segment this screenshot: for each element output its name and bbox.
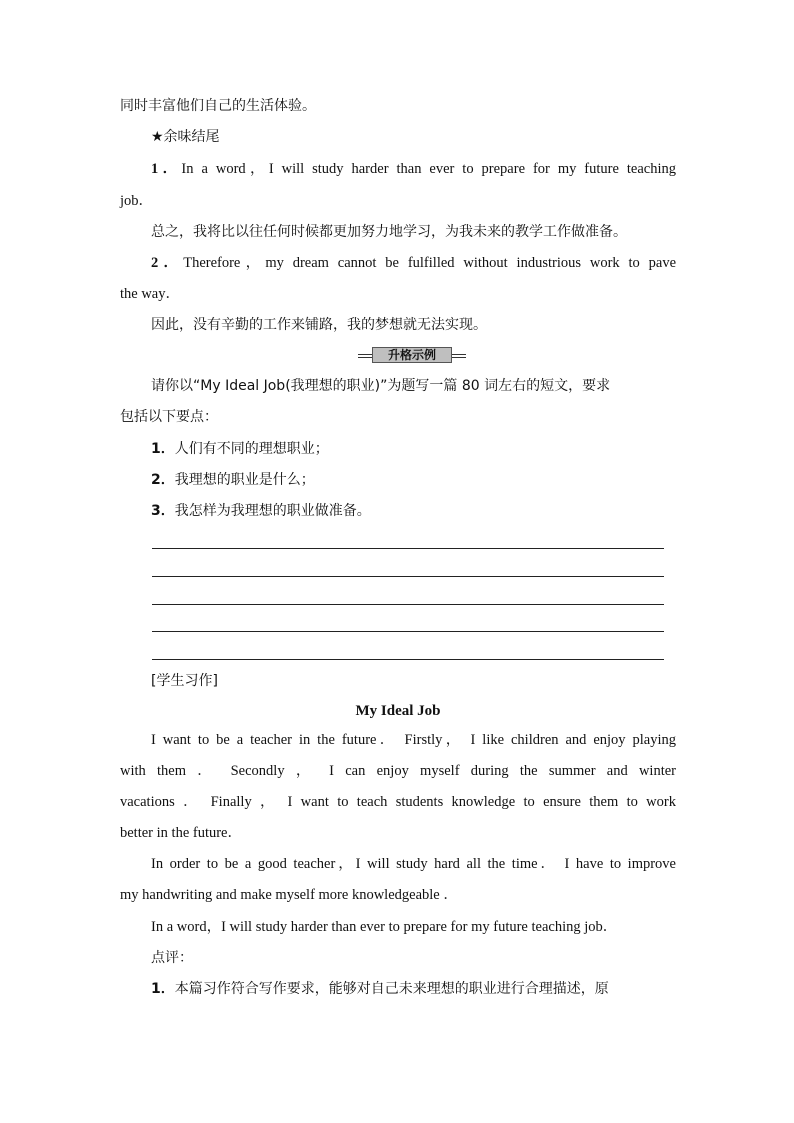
comment-label: 点评： bbox=[151, 950, 193, 966]
badge-label: 升格示例 bbox=[372, 347, 452, 363]
item-number: 1． bbox=[151, 981, 175, 997]
student-work-label: [学生习作] bbox=[151, 673, 218, 689]
task-prompt-line-2: 包括以下要点： bbox=[120, 409, 218, 425]
essay-line: with them ． Secondly ， I can enjoy myself during the summer and winter bbox=[120, 763, 676, 779]
comment-text: 本篇习作符合写作要求，能够对自己未来理想的职业进行合理描述，原 bbox=[174, 981, 609, 997]
essay-title: My Ideal Job bbox=[355, 703, 441, 719]
point-text: 人们有不同的理想职业； bbox=[174, 441, 329, 457]
point-text: 我理想的职业是什么； bbox=[174, 472, 315, 488]
writing-line bbox=[152, 631, 664, 632]
sentence-text: In a word，I will study harder than ever to prepare for my future teaching bbox=[181, 161, 677, 177]
example-sentence-2 bbox=[151, 253, 676, 273]
item-number: 1． bbox=[151, 161, 182, 177]
essay-line: my handwriting and make myself more knowledgeable ． bbox=[120, 887, 458, 903]
item-number: 3． bbox=[151, 503, 175, 519]
sentence-text: Therefore，my dream cannot be fulfilled without industrious work to pave bbox=[183, 255, 677, 271]
essay-line: vacations ． Finally ， I want to teach students knowledge to ensure them to work bbox=[120, 794, 676, 810]
paragraph-continuation: 同时丰富他们自己的生活体验。 bbox=[120, 98, 316, 114]
section-heading-ending: ★余味结尾 bbox=[151, 129, 220, 145]
task-point-3 bbox=[151, 501, 676, 521]
item-number: 2． bbox=[151, 255, 184, 271]
writing-line bbox=[152, 576, 664, 577]
section-badge bbox=[358, 347, 466, 363]
essay-line: I want to be a teacher in the future． Firstly， I like children and enjoy playing bbox=[151, 732, 676, 748]
item-number: 1． bbox=[151, 441, 175, 457]
example-sentence-1 bbox=[151, 159, 676, 179]
example-sentence-1-translation: 总之，我将比以往任何时候都更加努力地学习，为我未来的教学工作做准备。 bbox=[151, 224, 627, 240]
example-sentence-2-translation: 因此，没有辛勤的工作来铺路，我的梦想就无法实现。 bbox=[151, 317, 487, 333]
essay-line: better in the future． bbox=[120, 825, 242, 841]
essay-line: In a word，I will study harder than ever to prepare for my future teaching job． bbox=[151, 919, 618, 935]
task-point-2 bbox=[151, 470, 676, 490]
example-sentence-2-cont: the way． bbox=[120, 286, 180, 302]
point-text: 我怎样为我理想的职业做准备。 bbox=[174, 503, 371, 519]
writing-line bbox=[152, 604, 664, 605]
task-prompt-line-1: 请你以“My Ideal Job(我理想的职业)”为题写一篇 80 词左右的短文，要求 bbox=[151, 378, 611, 394]
item-number: 2． bbox=[151, 472, 175, 488]
essay-line: In order to be a good teacher，I will study hard all the time． I have to improve bbox=[151, 856, 676, 872]
example-sentence-1-cont: job． bbox=[120, 193, 154, 209]
comment-point-1 bbox=[151, 979, 676, 999]
writing-line bbox=[152, 548, 664, 549]
task-point-1 bbox=[151, 439, 676, 459]
writing-line bbox=[152, 659, 664, 660]
